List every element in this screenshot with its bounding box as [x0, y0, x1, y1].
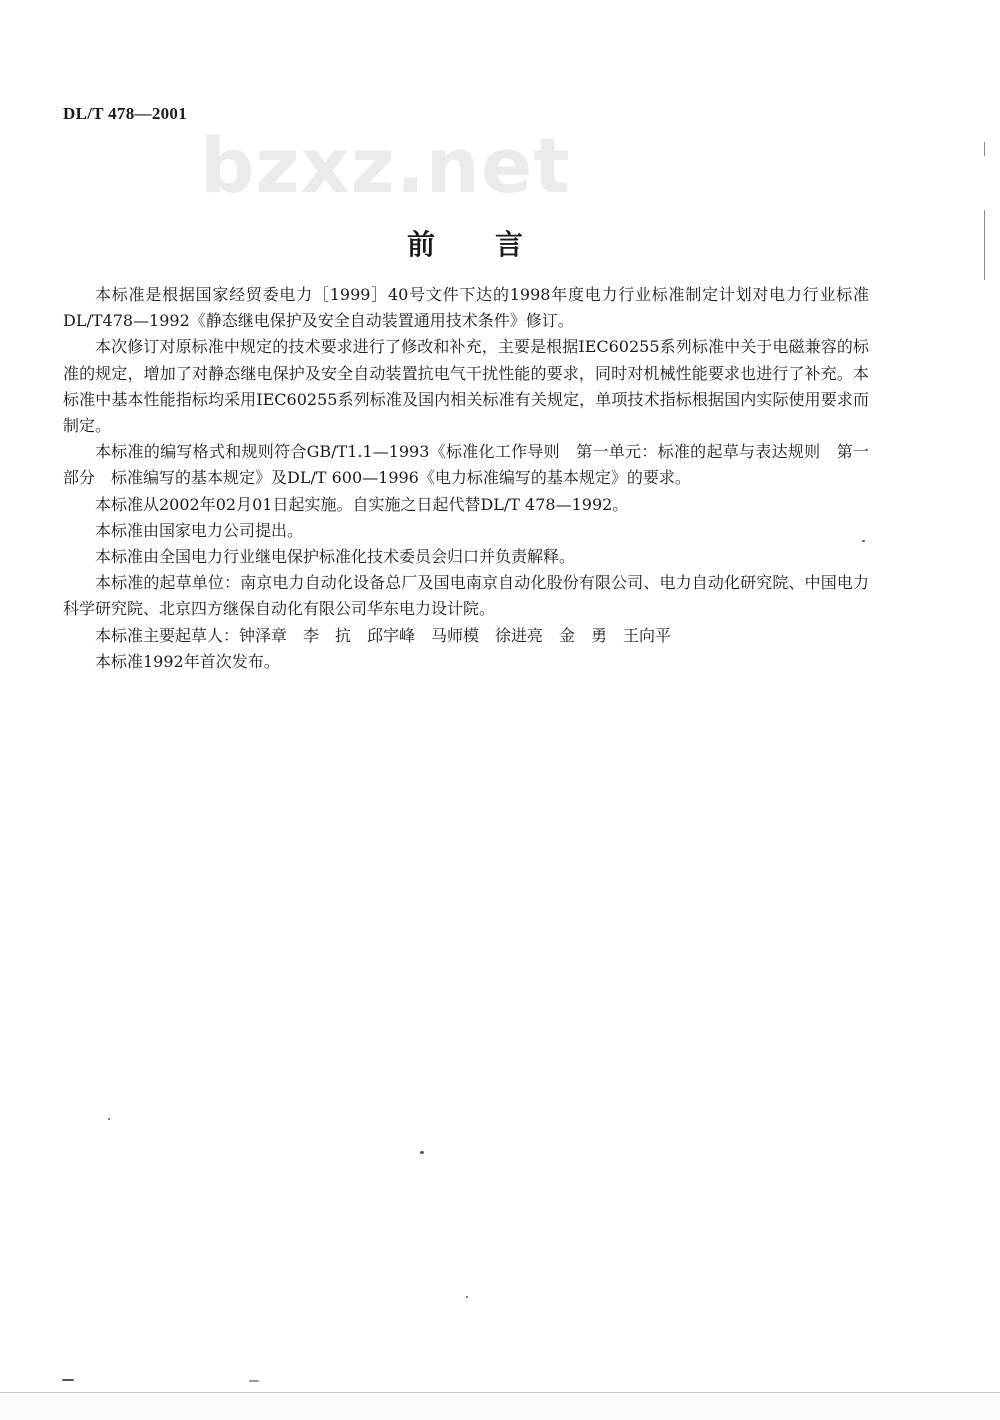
- paragraph: 本标准是根据国家经贸委电力［1999］40号文件下达的1998年度电力行业标准制定计划对电力行业标准DL/T478—1992《静态继电保护及安全自动装置通用技术条件》修订。: [63, 285, 869, 331]
- foreword-body: [63, 282, 869, 675]
- scan-speck: [249, 1380, 259, 1382]
- watermark: bzxz.net: [200, 121, 571, 210]
- paragraph: 本标准的编写格式和规则符合GB/T1.1—1993《标准化工作导则 第一单元：标准的起草与表达规则 第一部分 标准编写的基本规定》及DL/T 600—1996《电力标准编写的基本规定》的要求。: [63, 442, 869, 488]
- paragraph: 本次修订对原标准中规定的技术要求进行了修改和补充，主要是根据IEC60255系列标准中关于电磁兼容的标准的规定，增加了对静态继电保护及安全自动装置抗电气干扰性能的要求，同时对机械性能要求也进行了补充。本标准中基本性能指标均采用IEC60255系列标准及国内相关标准有关规定，单项技术指标根据国内实际使用要求而制定。: [63, 337, 869, 436]
- scan-speck: [466, 1296, 468, 1298]
- scan-edge-mark: [984, 210, 985, 280]
- paragraph: 本标准1992年首次发布。: [95, 651, 280, 671]
- paragraph: 本标准主要起草人：钟泽章 李 抗 邱宇峰 马师模 徐进亮 金 勇 王向平: [95, 625, 672, 645]
- paragraph: 本标准从2002年02月01日起实施。自实施之日起代替DL/T 478—1992。: [95, 494, 629, 514]
- scan-speck: [420, 1151, 424, 1154]
- scan-speck: [862, 540, 865, 542]
- scan-edge-mark: [984, 142, 985, 156]
- document-id-header: DL/T 478—2001: [63, 104, 188, 123]
- paragraph: 本标准由全国电力行业继电保护标准化技术委员会归口并负责解释。: [95, 547, 576, 567]
- scan-bottom-band: [0, 1393, 1000, 1420]
- scan-speck: [108, 1118, 110, 1120]
- paragraph: 本标准的起草单位：南京电力自动化设备总厂及国电南京自动化股份有限公司、电力自动化研究院、中国电力科学研究院、北京四方继保自动化有限公司华东电力设计院。: [63, 573, 869, 619]
- page-title: 前言: [406, 228, 583, 261]
- scan-speck: [62, 1379, 74, 1381]
- paragraph: 本标准由国家电力公司提出。: [95, 520, 304, 540]
